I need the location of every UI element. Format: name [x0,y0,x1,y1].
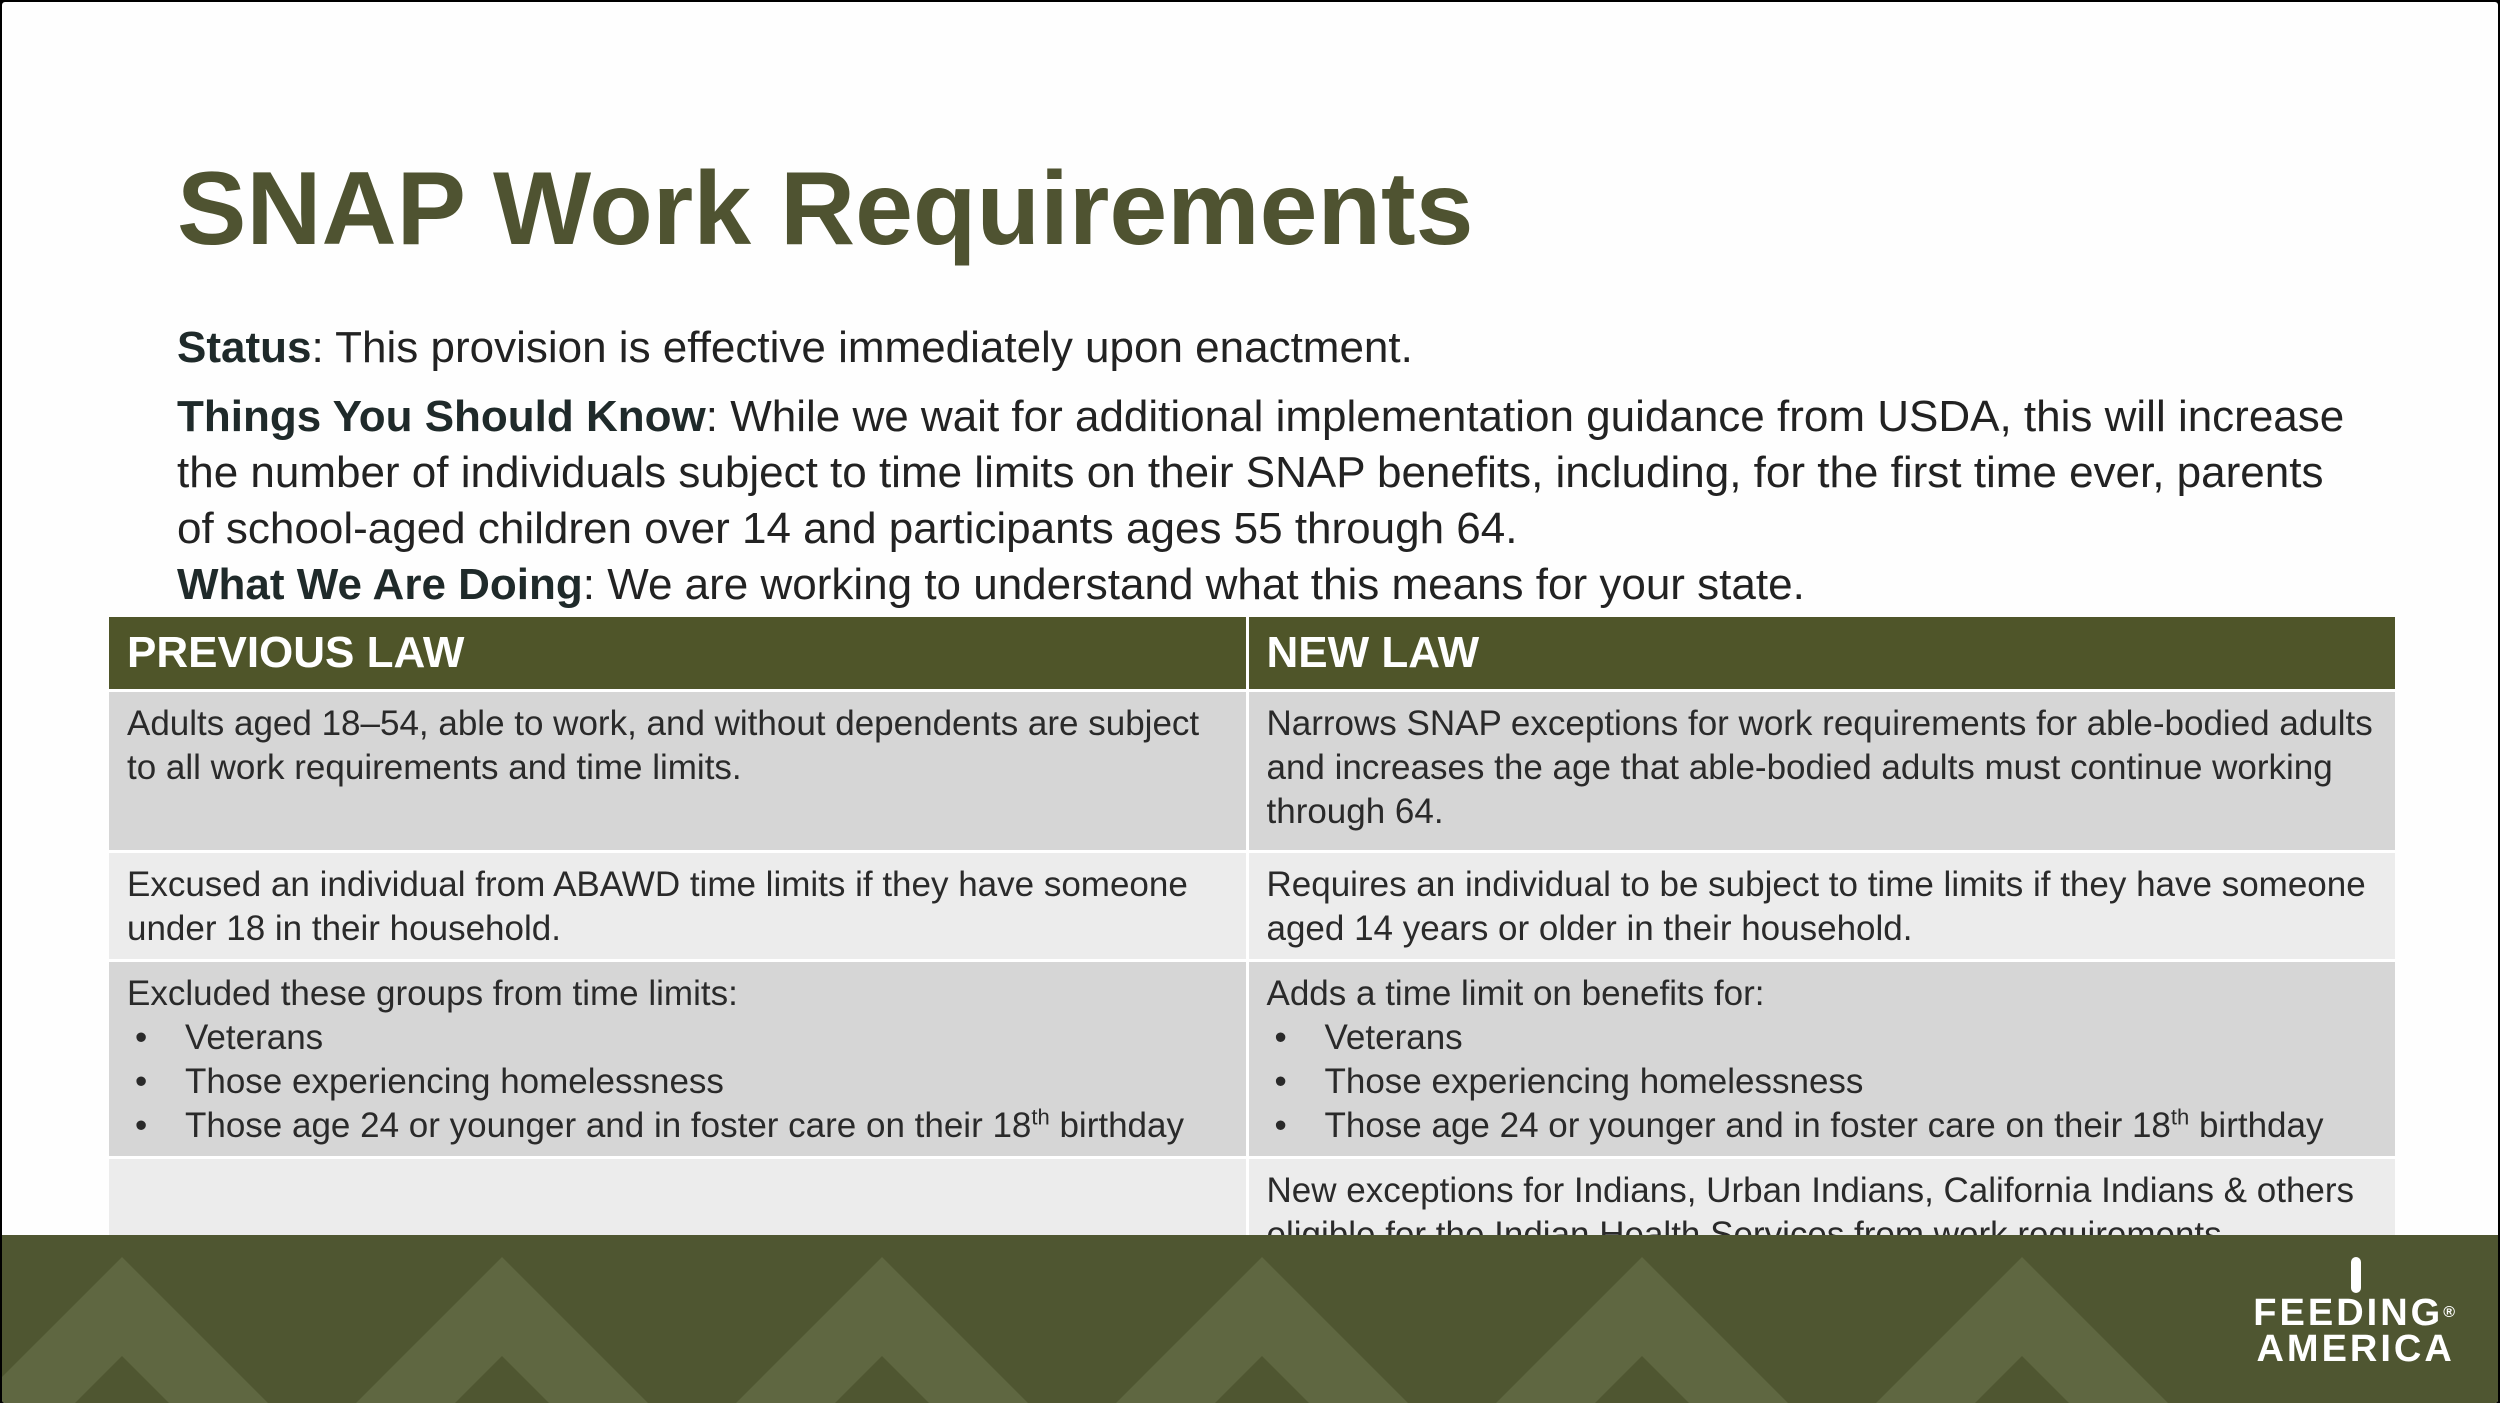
new-law-cell: Requires an individual to be subject to time limits if they have someone aged 14 years or older in their household. [1247,852,2395,961]
list-item: • Those age 24 or younger and in foster care on their 18th birthday [127,1104,1228,1148]
list-item: • Veterans [1267,1016,2378,1060]
list-item: • Those experiencing homelessness [127,1060,1228,1104]
cell-intro: Excluded these groups from time limits: [127,974,738,1013]
know-label: Things You Should Know [177,392,706,441]
wheat-icon [2351,1257,2361,1293]
list-item: • Veterans [127,1016,1228,1060]
chevron-pattern [1064,1257,1460,1403]
table-row [109,691,2395,852]
cell-intro: Adds a time limit on benefits for: [1266,974,1765,1013]
doing-label: What We Are Doing [177,560,583,609]
header-previous-law: PREVIOUS LAW [109,617,1247,691]
slide-title: SNAP Work Requirements [177,151,1474,267]
feeding-america-logo: FEEDING® AMERICA [2253,1257,2458,1367]
status-line [177,320,2357,376]
status-label: Status [177,323,312,372]
previous-law-cell: Adults aged 18–54, able to work, and without dependents are subject to all work requirements and time limits. [109,691,1247,852]
chevron-pattern [2,1257,320,1403]
doing-text: : We are working to understand what this means for your state. [582,560,1805,609]
previous-law-cell [109,961,1247,1158]
chevron-pattern [1824,1257,2220,1403]
know-text: : While we wait for additional implementation guidance from USDA, this will increase the number of individuals subject to time limits on their SNAP benefits, including, for the first time ever, parents of school-aged children over 14 and participants ages 55 through 64. [177,392,2345,553]
table-header-row [109,617,2395,691]
footer-band [2,1235,2498,1403]
new-law-cell: New exceptions for Indians, Urban Indians, California Indians & others [1247,1158,2395,1270]
chevron-pattern [304,1257,700,1403]
previous-law-cell: Excused an individual from ABAWD time limits if they have someone under 18 in their household. [109,852,1247,961]
header-new-law: NEW LAW [1247,617,2395,691]
list-item: • Those age 24 or younger and in foster care on their 18th birthday [1267,1104,2378,1148]
chevron-pattern [1444,1257,1840,1403]
things-to-know-paragraph [177,389,2357,557]
status-text: : This provision is effective immediately upon enactment. [311,323,1413,372]
bullet-list [127,1016,1228,1148]
what-we-are-doing-line [177,557,2357,613]
slide [2,2,2498,1403]
law-comparison-table [109,617,2395,1269]
table-row [109,961,2395,1158]
chevron-pattern [684,1257,1080,1403]
table-row [109,852,2395,961]
bullet-list [1267,1016,2378,1148]
new-law-cell: Narrows SNAP exceptions for work requirements for able-bodied adults and increases the age that able-bodied adults must continue working through 64. [1247,691,2395,852]
list-item: • Those experiencing homelessness [1267,1060,2378,1104]
new-law-cell [1247,961,2395,1158]
